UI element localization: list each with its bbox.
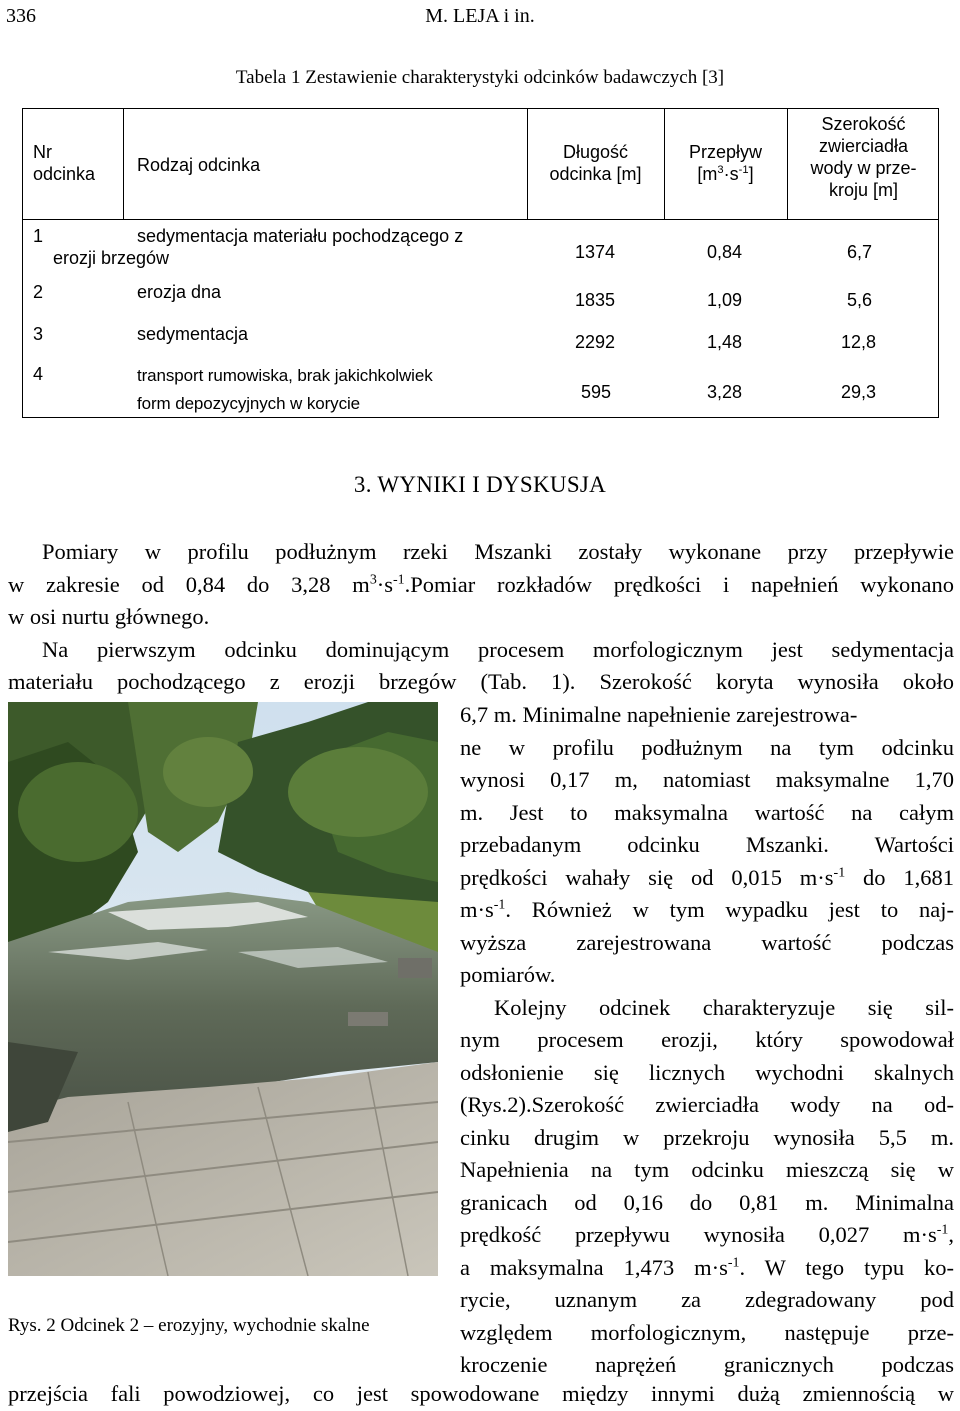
table-cell-nr: 2 (33, 282, 44, 302)
table-cell-length: 2292 (575, 332, 616, 352)
river-photo (8, 702, 438, 1276)
table-cell-type: sedymentacja (137, 324, 249, 344)
column-header-nr: Nr odcinka (33, 142, 96, 184)
table-cell-flow: 0,84 (707, 242, 743, 262)
table-cell-nr: 1 (33, 226, 44, 246)
table-cell-nr: 3 (33, 324, 44, 344)
column-header-width: Szerokość zwierciadła wody w prze- kroju [m] (810, 114, 917, 200)
section-heading: 3. WYNIKI I DYSKUSJA (353, 472, 607, 497)
page-number: 336 (6, 5, 36, 27)
table-caption: Tabela 1 Zestawienie charakterystyki odcinków badawczych [3] (235, 67, 725, 88)
table-cell-flow: 1,09 (707, 290, 743, 310)
table-cell-width: 6,7 (847, 242, 873, 262)
table-cell-length: 1835 (575, 290, 616, 310)
figure-caption: Rys. 2 Odcinek 2 – erozyjny, wychodnie skalne (8, 1315, 370, 1336)
table-cell-nr: 4 (33, 364, 44, 384)
running-head: M. LEJA i in. (425, 5, 535, 27)
table-cell-flow: 3,28 (707, 382, 743, 402)
body-paragraph: przejścia fali powodziowej, co jest spowodowane między innymi dużą zmiennością w (8, 1381, 954, 1406)
table-cell-width: 5,6 (847, 290, 873, 310)
table-cell-length: 1374 (575, 242, 616, 262)
table-divider (23, 219, 938, 220)
column-header-type: Rodzaj odcinka (137, 155, 261, 175)
table-cell-width: 12,8 (841, 332, 877, 352)
column-header-length: Długość odcinka [m] (549, 142, 642, 184)
table-cell-length: 595 (581, 382, 612, 402)
body-paragraph-column: 6,7 m. Minimalne napełnienie zarejestrowa- ne w profilu podłużnym na tym odcinku wynosi 0,17 m, natomiast maksymalne 1,70 m. Jest to maksymalna wartość na całym przebadanym odcinku Mszanki. Wartości prędkości wahały się od 0,015 $m\cdot s^{-1}$ do 1,681 $m\cdot s^{-1}$. Również w tym wypadku jest to naj- wyższa zarejestrowana wartość podczas pomiarów. Kolejny odcinek charakteryzuje się sil- nym procesem erozji, który spowodował odsłonienie się licznych wychodni skalnych (Rys.2).Szerokość zwierciadła wody na od- cinku drugim w przekroju wynosiła 5,5 m. Napełnienia na tym odcinku mieszczą się w granicach od 0,16 do 0,81 m. Minimalna prędkość przepływu wynosiła 0,027 $m\cdot s^{-1}$, a maksymalna 1,473 $m\cdot s^{-1}$. W tego typu ko- rycie, uznanym za zdegradowany pod względem morfologicznym, następuje prze- kroczenie naprężeń granicznych podczas (460, 702, 954, 1377)
table-cell-type: sedymentacja materiału pochodzącego z erozji brzegów (53, 226, 464, 268)
body-paragraph: Pomiary w profilu podłużnym rzeki Mszanki zostały wykonane przy przepływie w zakresie od 0,84 do 3,28 $m^3\cdot s^{-1}.Pomiar$ rozkładów prędkości i napełnień wykonano w osi nurtu głównego. Na pierwszym odcinku dominującym procesem morfologicznym jest sedymentacja materiału pochodzącego z erozji brzegów (Tab. 1). Szerokość koryta wynosiła około (8, 539, 954, 694)
table-cell-type: erozja dna (137, 282, 222, 302)
table-cell-type: transport rumowiska, brak jakichkolwiek form depozycyjnych w korycie (137, 366, 433, 413)
column-header-flow: Przepływ $[m^3\cdot s^{-1}]$ (688, 142, 763, 184)
table-cell-width: 29,3 (841, 382, 877, 402)
table-cell-flow: 1,48 (707, 332, 743, 352)
table-divider (123, 109, 124, 219)
data-table (22, 108, 939, 418)
